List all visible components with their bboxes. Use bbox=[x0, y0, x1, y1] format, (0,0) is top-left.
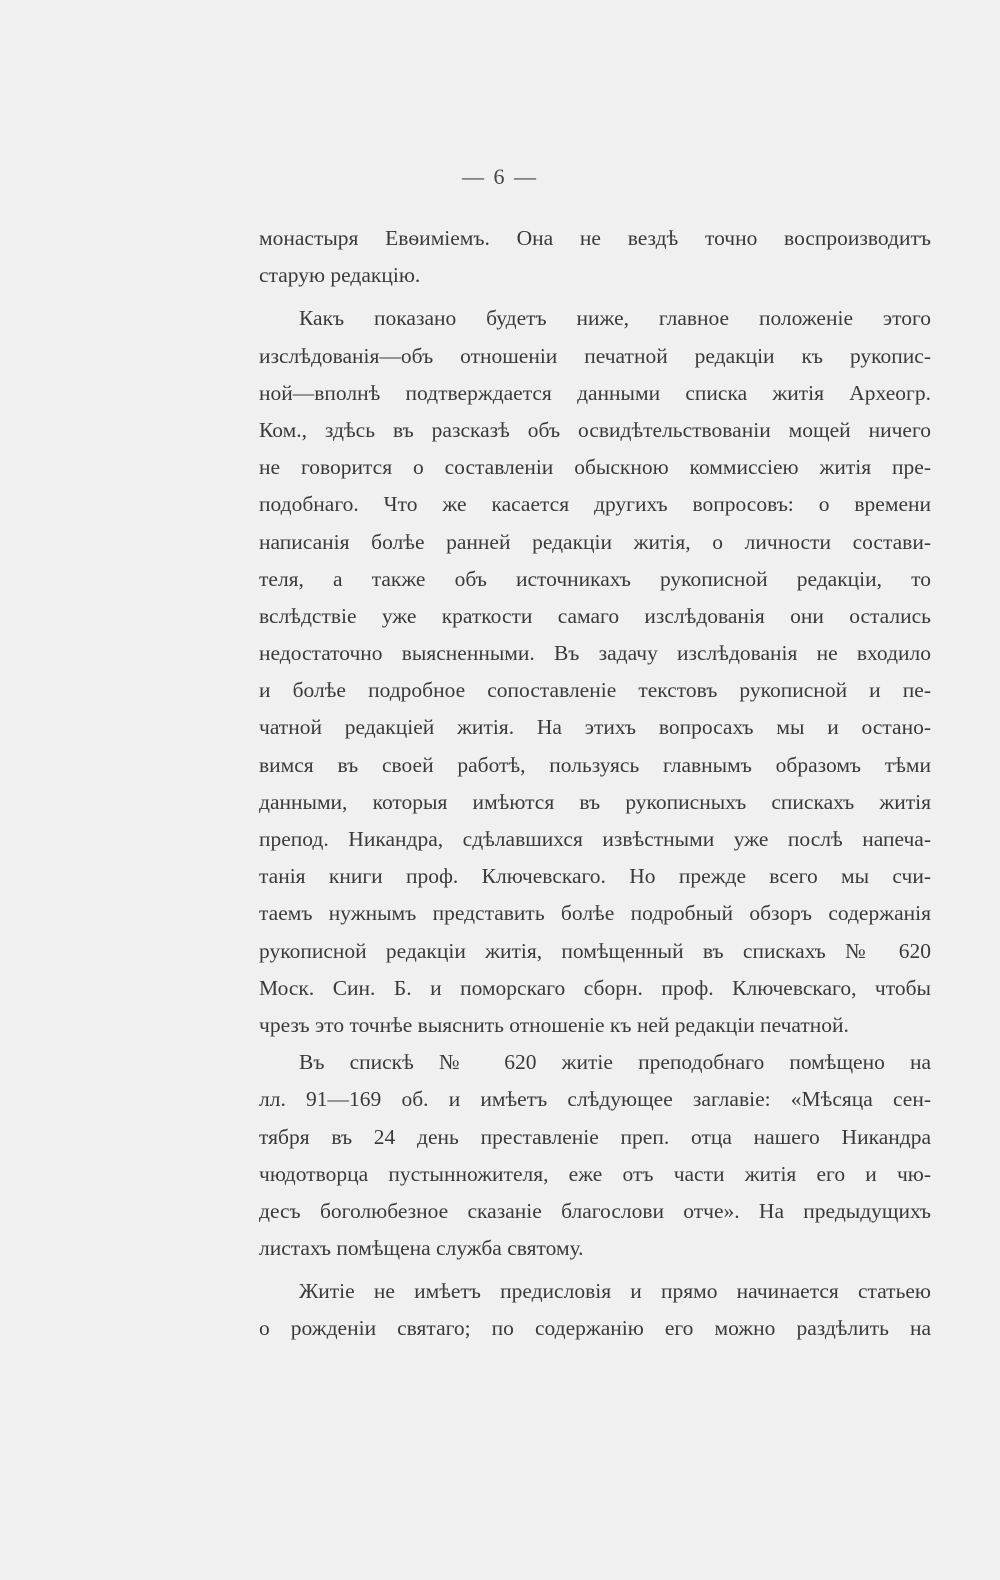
text-line: листахъ помѣщена служба святому. bbox=[259, 1236, 584, 1261]
text-line: ной—вполнѣ подтверждается данными списка житія Археогр. bbox=[259, 380, 931, 405]
text-line: Ком., здѣсь въ разсказѣ объ освидѣтельствованіи мощей ничего bbox=[259, 417, 931, 442]
text-line: Житіе не имѣетъ предисловія и прямо начинается статьею bbox=[299, 1279, 931, 1304]
text-line: вимся въ своей работѣ, пользуясь главнымъ образомъ тѣми bbox=[259, 752, 931, 777]
text-line: тября въ 24 день преставленіе преп. отца нашего Никандра bbox=[259, 1124, 931, 1149]
paragraph bbox=[259, 220, 931, 294]
text-line: Какъ показано будетъ ниже, главное положеніе этого bbox=[299, 306, 931, 331]
text-line: десъ боголюбезное сказаніе благослови отче». На предыдущихъ bbox=[259, 1198, 931, 1223]
paragraph bbox=[259, 1044, 931, 1267]
text-line: Въ спискѣ № 620 житіе преподобнаго помѣщено на bbox=[299, 1050, 931, 1075]
text-line: Моск. Син. Б. и поморскаго сборн. проф. Ключевскаго, чтобы bbox=[259, 975, 931, 1000]
text-line: недостаточно выясненными. Въ задачу изслѣдованія не входило bbox=[259, 641, 931, 666]
text-line: не говорится о составленіи обыскною коммиссіею житія пре- bbox=[259, 455, 931, 480]
text-line: таемъ нужнымъ представить болѣе подробный обзоръ содержанія bbox=[259, 901, 931, 926]
body-text bbox=[259, 220, 931, 1348]
text-line: танія книги проф. Ключевскаго. Но прежде всего мы счи- bbox=[259, 864, 931, 889]
text-line: лл. 91—169 об. и имѣетъ слѣдующее заглавіе: «Мѣсяца сен- bbox=[259, 1087, 931, 1112]
paragraph bbox=[259, 300, 931, 1044]
text-line: данными, которыя имѣются въ рукописныхъ спискахъ житія bbox=[259, 789, 931, 814]
text-line: подобнаго. Что же касается другихъ вопросовъ: о времени bbox=[259, 492, 931, 517]
text-line: вслѣдствіе уже краткости самаго изслѣдованія они остались bbox=[259, 603, 931, 628]
text-line: рукописной редакціи житія, помѣщенный въ спискахъ № 620 bbox=[259, 938, 931, 963]
text-line: написанія болѣе ранней редакціи житія, о личности состави- bbox=[259, 529, 931, 554]
text-line: препод. Никандра, сдѣлавшихся извѣстными уже послѣ напеча- bbox=[259, 827, 931, 851]
text-line: чюдотворца пустынножителя, еже отъ части житія его и чю- bbox=[259, 1161, 931, 1186]
text-line: и болѣе подробное сопоставленіе текстовъ рукописной и пе- bbox=[259, 678, 931, 703]
text-line: монастыря Евѳиміемъ. Она не вездѣ точно воспроизводитъ bbox=[259, 226, 931, 250]
text-line: изслѣдованія—объ отношеніи печатной редакціи къ рукопис- bbox=[259, 343, 931, 368]
text-line: о рожденіи святаго; по содержанію его можно раздѣлить на bbox=[259, 1316, 931, 1341]
page-number: — 6 — bbox=[462, 164, 538, 189]
text-line: чатной редакціей житія. На этихъ вопросахъ мы и остано- bbox=[259, 715, 931, 740]
text-line: теля, а также объ источникахъ рукописной редакціи, то bbox=[259, 566, 931, 591]
text-line: старую редакцію. bbox=[259, 263, 421, 288]
text-line: чрезъ это точнѣе выяснить отношеніе къ ней редакціи печатной. bbox=[259, 1012, 849, 1037]
paragraph bbox=[259, 1273, 931, 1347]
